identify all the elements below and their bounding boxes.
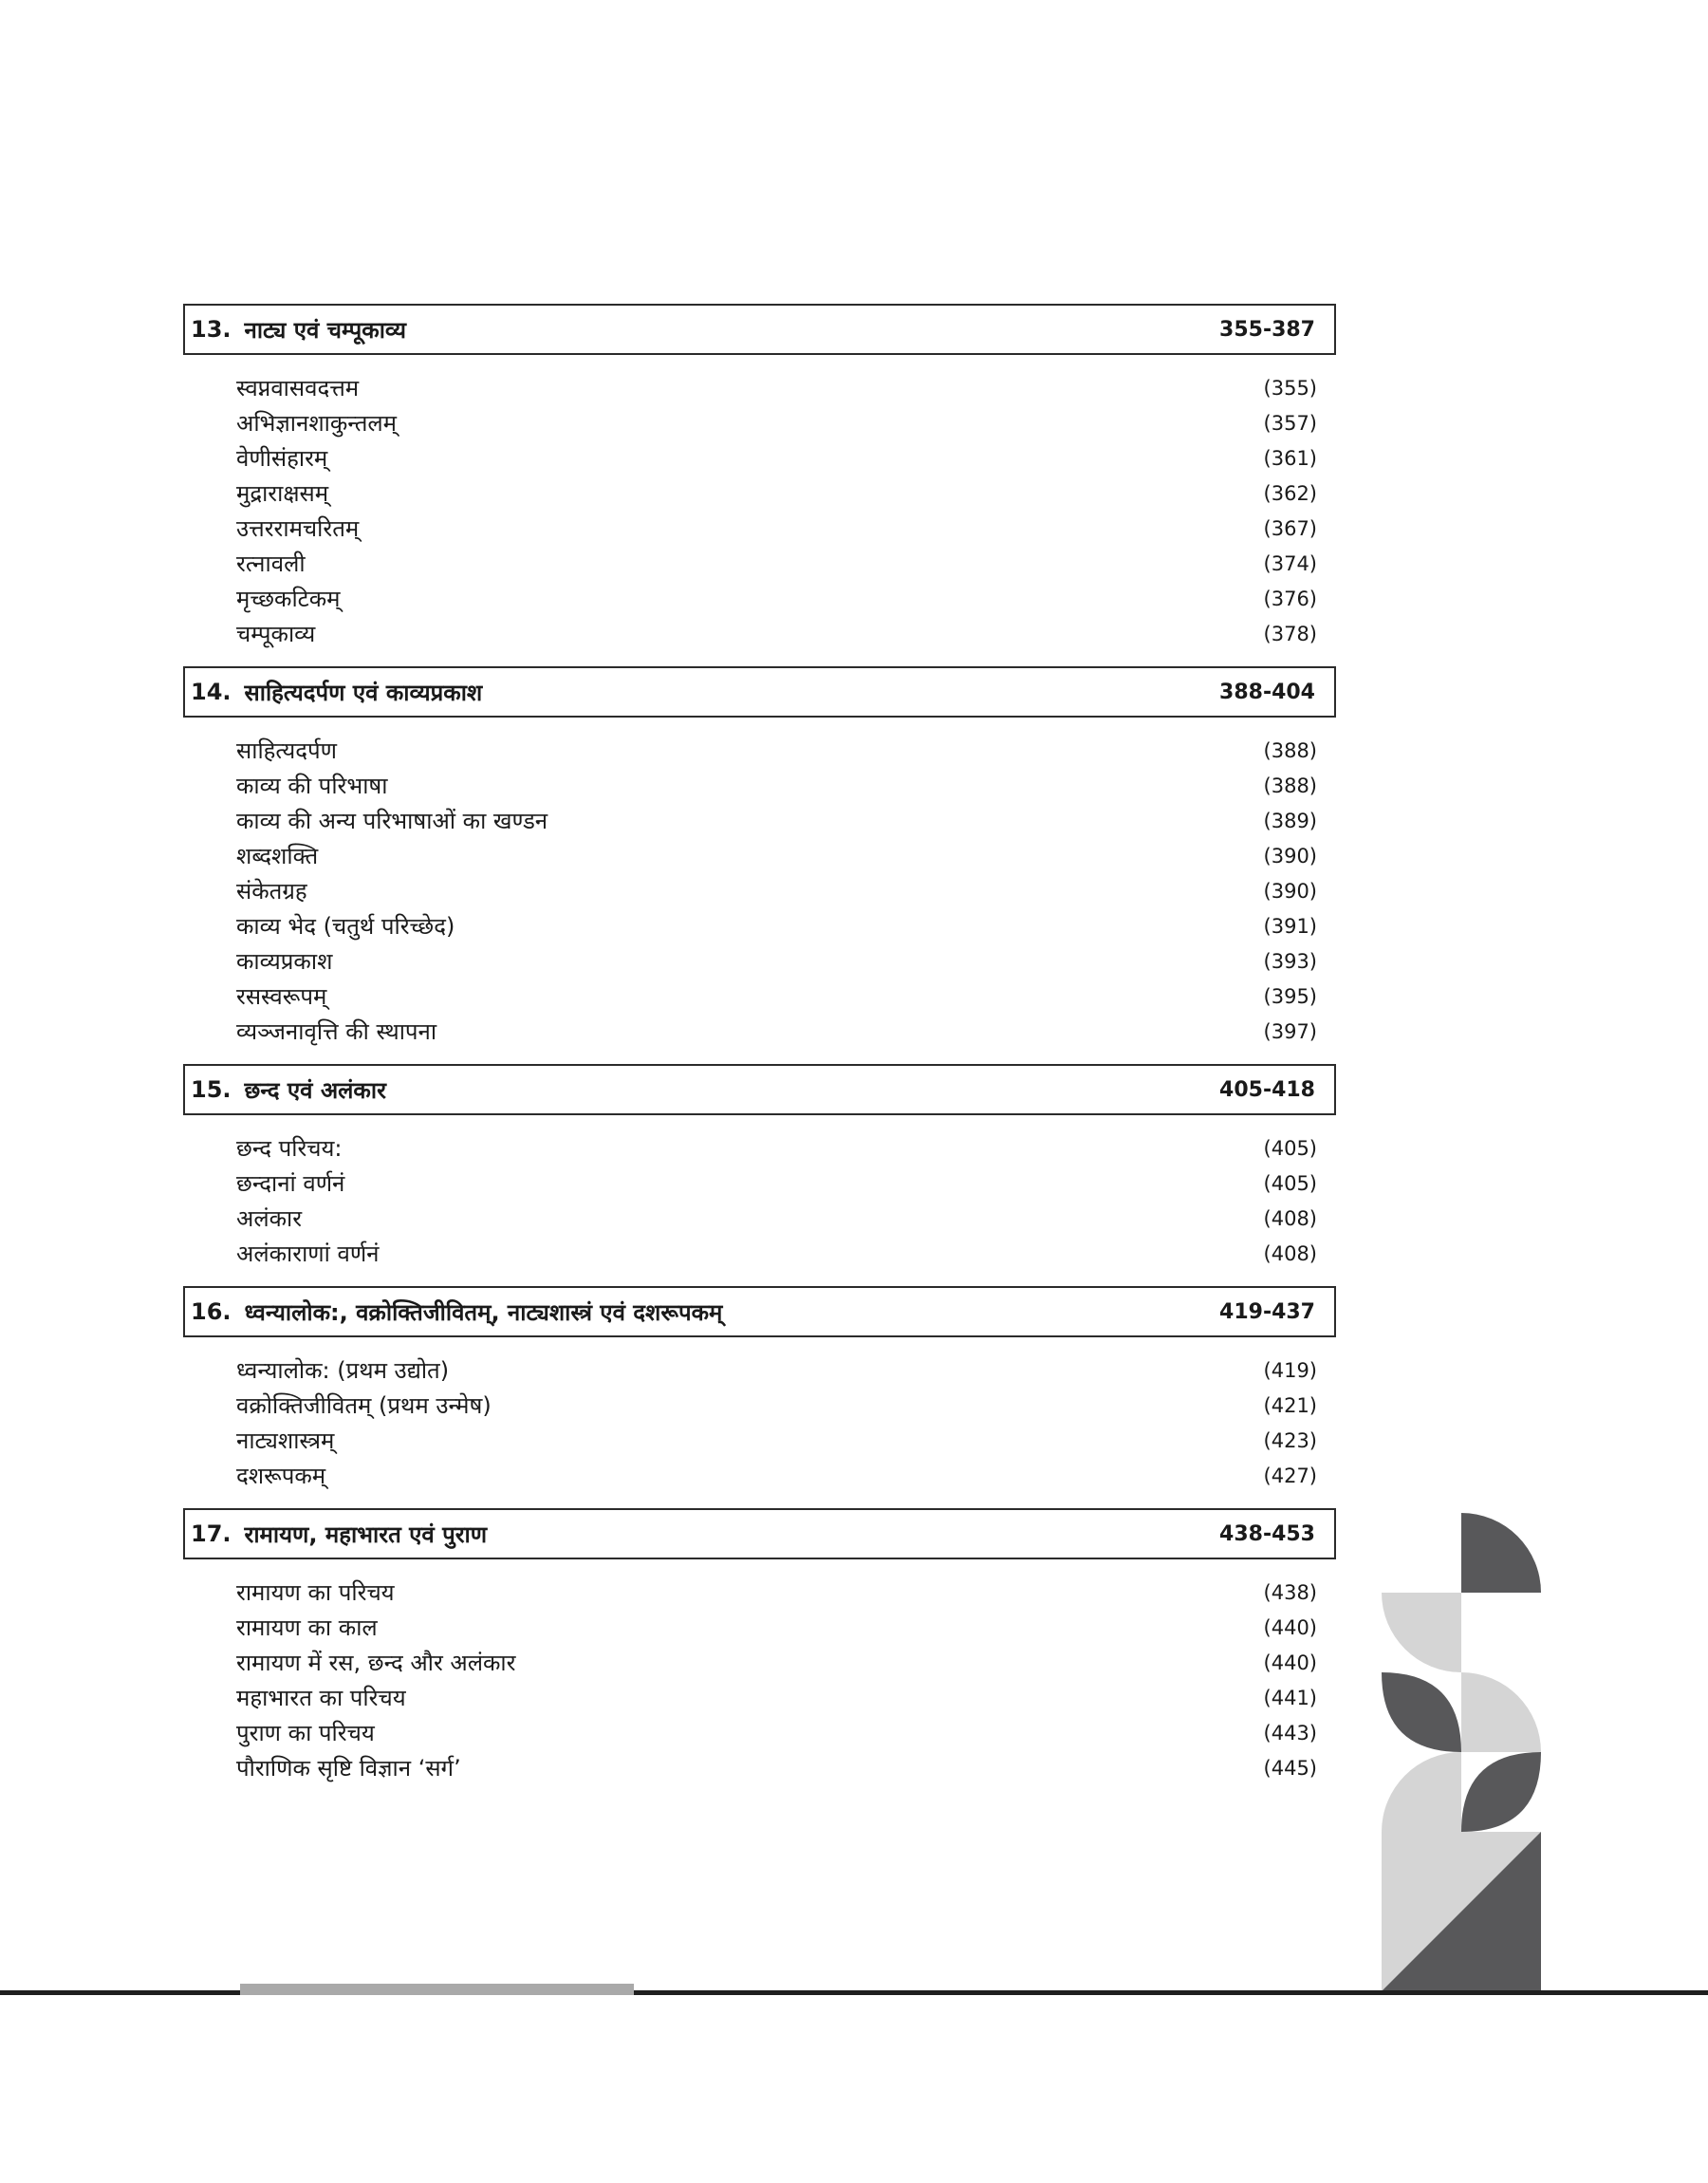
dark-leaf-shape — [1382, 1672, 1461, 1752]
entry-title: अलंकाराणां वर्णनं — [236, 1241, 380, 1267]
entry-title: रामायण का काल — [236, 1614, 378, 1641]
chapter-header — [183, 1064, 1336, 1115]
chapter-header — [183, 1508, 1336, 1559]
light-quarter-circle — [1461, 1672, 1541, 1752]
toc-entry — [183, 1750, 1336, 1785]
entry-page: (355) — [1263, 376, 1317, 400]
entry-title: ध्वन्यालोक: (प्रथम उद्योत) — [236, 1357, 450, 1384]
entry-page: (408) — [1263, 1241, 1317, 1265]
entry-title: मुद्राराक्षसम् — [236, 480, 329, 507]
decorative-shapes — [1382, 1513, 1541, 1991]
entry-page: (440) — [1263, 1651, 1317, 1674]
toc-entry — [183, 873, 1336, 908]
toc-entry — [183, 1166, 1336, 1201]
toc-entry — [183, 979, 1336, 1014]
chapter-page-range: 419-437 — [1219, 1299, 1315, 1324]
chapter-page-range: 405-418 — [1219, 1077, 1315, 1102]
toc-entry — [183, 733, 1336, 768]
toc-entry — [183, 440, 1336, 476]
entry-page: (388) — [1263, 774, 1317, 797]
toc-entry — [183, 1130, 1336, 1166]
chapter-17 — [183, 1508, 1336, 1785]
entry-title: काव्य भेद (चतुर्थ परिच्छेद) — [236, 913, 455, 940]
light-quarter-circle — [1382, 1593, 1461, 1672]
entry-title: चम्पूकाव्य — [236, 621, 316, 647]
entry-title: काव्य की अन्य परिभाषाओं का खण्डन — [236, 808, 548, 834]
chapter-number: 13. — [191, 316, 232, 343]
entry-page: (397) — [1263, 1019, 1317, 1043]
entry-page: (423) — [1263, 1428, 1317, 1452]
entry-title: रसस्वरूपम् — [236, 983, 327, 1010]
entry-title: नाट्यशास्त्रम् — [236, 1427, 335, 1454]
toc-entry — [183, 370, 1336, 405]
chapter-title: ध्वन्यालोक:, वक्रोक्तिजीवितम्, नाट्यशास्त्रं एवं दशरूपकम् — [244, 1298, 723, 1326]
toc-entry — [183, 908, 1336, 943]
toc-entry — [183, 1610, 1336, 1645]
entry-page: (357) — [1263, 411, 1317, 435]
chapter-header — [183, 666, 1336, 718]
entry-page: (443) — [1263, 1721, 1317, 1745]
toc-entry — [183, 581, 1336, 616]
entry-title: पौराणिक सृष्टि विज्ञान ‘सर्ग’ — [236, 1755, 461, 1782]
chapter-number: 15. — [191, 1076, 232, 1103]
entry-page: (389) — [1263, 809, 1317, 832]
toc-entry — [183, 511, 1336, 546]
entry-page: (438) — [1263, 1580, 1317, 1604]
entry-title: स्वप्नवासवदत्तम — [236, 375, 360, 401]
entry-title: काव्यप्रकाश — [236, 948, 333, 975]
entry-page: (391) — [1263, 914, 1317, 938]
table-of-contents — [183, 304, 1336, 1801]
chapter-page-range: 388-404 — [1219, 680, 1315, 704]
chapter-16 — [183, 1286, 1336, 1493]
dark-quarter-circle — [1461, 1513, 1541, 1593]
entry-page: (445) — [1263, 1756, 1317, 1780]
entry-title: वक्रोक्तिजीवितम् (प्रथम उन्मेष) — [236, 1392, 492, 1419]
entry-title: रामायण में रस, छन्द और अलंकार — [236, 1650, 516, 1676]
entry-page: (405) — [1263, 1171, 1317, 1195]
footer-accent-bar — [240, 1984, 634, 1995]
toc-entry — [183, 1715, 1336, 1750]
entry-page: (374) — [1263, 551, 1317, 575]
toc-entry — [183, 1575, 1336, 1610]
entry-page: (419) — [1263, 1358, 1317, 1382]
entry-page: (376) — [1263, 587, 1317, 610]
toc-entry — [183, 1201, 1336, 1236]
entry-page: (361) — [1263, 446, 1317, 470]
chapter-title: रामायण, महाभारत एवं पुराण — [244, 1521, 488, 1548]
toc-entry — [183, 1236, 1336, 1271]
entry-title: अभिज्ञानशाकुन्तलम् — [236, 410, 398, 437]
chapter-number: 17. — [191, 1521, 232, 1547]
entry-page: (378) — [1263, 622, 1317, 645]
toc-entry — [183, 768, 1336, 803]
entry-page: (395) — [1263, 984, 1317, 1008]
entry-title: वेणीसंहारम् — [236, 445, 328, 472]
chapter-page-range: 438-453 — [1219, 1521, 1315, 1546]
dark-leaf-shape — [1461, 1752, 1541, 1832]
entry-page: (388) — [1263, 738, 1317, 762]
toc-entry — [183, 616, 1336, 651]
toc-entry — [183, 1014, 1336, 1049]
entry-title: साहित्यदर्पण — [236, 737, 338, 764]
toc-entry — [183, 546, 1336, 581]
chapter-page-range: 355-387 — [1219, 317, 1315, 342]
entry-page: (427) — [1263, 1464, 1317, 1487]
chapter-13 — [183, 304, 1336, 651]
entry-title: महाभारत का परिचय — [236, 1685, 406, 1711]
entry-title: रत्नावली — [236, 550, 306, 577]
toc-entry — [183, 1680, 1336, 1715]
chapter-15 — [183, 1064, 1336, 1271]
entry-page: (390) — [1263, 844, 1317, 868]
toc-entry — [183, 943, 1336, 979]
light-quarter-circle — [1382, 1752, 1461, 1832]
entry-title: मृच्छकटिकम् — [236, 586, 341, 612]
entry-title: छन्द परिचय: — [236, 1135, 343, 1162]
toc-entry — [183, 1388, 1336, 1423]
entry-title: संकेतग्रह — [236, 878, 307, 905]
chapter-header — [183, 304, 1336, 355]
entry-page: (393) — [1263, 949, 1317, 973]
chapter-title: छन्द एवं अलंकार — [244, 1076, 386, 1104]
entry-page: (440) — [1263, 1615, 1317, 1639]
entry-title: अलंकार — [236, 1205, 303, 1232]
chapter-title: नाट्य एवं चम्पूकाव्य — [244, 316, 407, 344]
entry-page: (441) — [1263, 1686, 1317, 1709]
entry-page: (421) — [1263, 1393, 1317, 1417]
toc-entry — [183, 476, 1336, 511]
entry-title: शब्दशक्ति — [236, 843, 319, 869]
chapter-title: साहित्यदर्पण एवं काव्यप्रकाश — [244, 679, 483, 706]
toc-entry — [183, 803, 1336, 838]
entry-title: व्यञ्जनावृत्ति की स्थापना — [236, 1018, 437, 1045]
entry-title: काव्य की परिभाषा — [236, 773, 388, 799]
entry-title: उत्तररामचरितम् — [236, 515, 360, 542]
entry-page: (390) — [1263, 879, 1317, 903]
entry-page: (367) — [1263, 516, 1317, 540]
entry-page: (408) — [1263, 1206, 1317, 1230]
chapter-number: 16. — [191, 1298, 232, 1325]
entry-title: दशरूपकम् — [236, 1463, 326, 1489]
toc-entry — [183, 1353, 1336, 1388]
toc-entry — [183, 1458, 1336, 1493]
entry-title: पुराण का परिचय — [236, 1720, 375, 1746]
entry-title: छन्दानां वर्णनं — [236, 1170, 345, 1197]
chapter-number: 14. — [191, 679, 232, 705]
toc-entry — [183, 1645, 1336, 1680]
toc-entry — [183, 1423, 1336, 1458]
entry-title: रामायण का परिचय — [236, 1579, 395, 1606]
chapter-14 — [183, 666, 1336, 1049]
toc-entry — [183, 838, 1336, 873]
entry-page: (362) — [1263, 481, 1317, 505]
chapter-header — [183, 1286, 1336, 1337]
toc-entry — [183, 405, 1336, 440]
entry-page: (405) — [1263, 1136, 1317, 1160]
